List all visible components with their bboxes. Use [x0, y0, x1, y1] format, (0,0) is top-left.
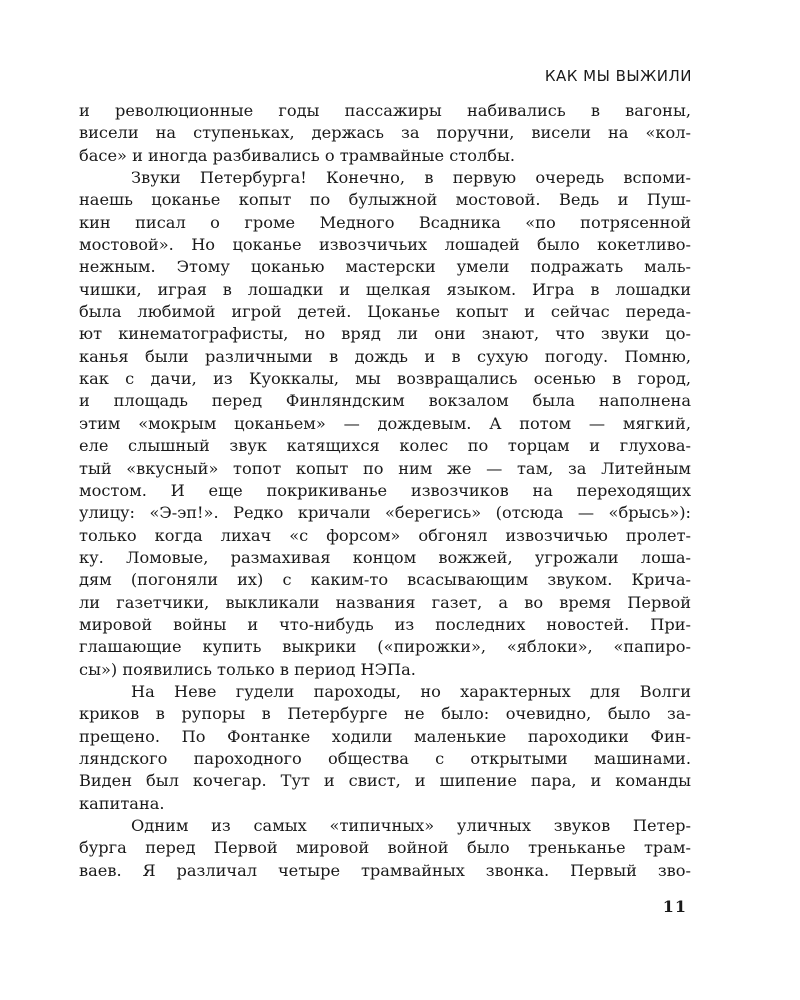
text-line: дям (погоняли их) с каким-то всасывающим звуком. Крича-: [79, 570, 691, 590]
text-line: чишки, играя в лошадки и щелкая языком. Игра в лошадки: [79, 279, 691, 299]
text-line: мостовой». Но цоканье извозчичьих лошадей было кокетливо-: [79, 235, 691, 255]
text-line: была любимой игрой детей. Цоканье копыт и сейчас переда-: [79, 302, 691, 322]
text-line: Виден был кочегар. Тут и свист, и шипение пара, и команды: [79, 771, 691, 791]
text-line: криков в рупоры в Петербурге не было: очевидно, было за-: [79, 704, 691, 724]
text-line: нежным. Этому цоканью мастерски умели подражать маль-: [79, 257, 691, 277]
text-line: и революционные годы пассажиры набивались в вагоны,: [79, 101, 691, 120]
running-head: КАК МЫ ВЫЖИЛИ: [544, 67, 692, 85]
body-text: [79, 100, 691, 882]
text-line: Одним из самых «типичных» уличных звуков Петер-: [131, 816, 691, 835]
text-line: висели на ступеньках, держась за поручни, висели на «кол-: [79, 123, 691, 143]
text-line: ляндского пароходного общества с открытыми машинами.: [79, 748, 691, 768]
text-line: еле слышный звук катящихся колес по торцам и глухова-: [79, 436, 691, 456]
text-line: как с дачи, из Куоккалы, мы возвращались осенью в город,: [79, 369, 691, 389]
text-line: мировой войны и что-нибудь из последних новостей. При-: [79, 614, 691, 634]
text-line: только когда лихач «с форсом» обгонял извозчичью пролет-: [79, 525, 691, 545]
text-line: басе» и иногда разбивались о трамвайные столбы.: [79, 145, 516, 165]
text-line: капитана.: [79, 793, 165, 813]
text-line: наешь цоканье копыт по булыжной мостовой. Ведь и Пуш-: [79, 190, 691, 210]
text-line: канья были различными в дождь и в сухую погоду. Помню,: [79, 346, 691, 366]
text-line: тый «вкусный» топот копыт по ним же — там, за Литейным: [79, 458, 691, 478]
text-line: и площадь перед Финляндским вокзалом была наполнена: [79, 391, 691, 411]
page-number: 11: [662, 897, 687, 916]
text-line: ют кинематографисты, но вряд ли они знают, что звуки цо-: [79, 324, 691, 344]
text-line: глашающие купить выкрики («пирожки», «яблоки», «папиро-: [79, 637, 691, 657]
text-line: ваев. Я различал четыре трамвайных звонка. Первый зво-: [79, 860, 691, 880]
text-line: бурга перед Первой мировой войной было треньканье трам-: [79, 838, 691, 858]
text-line: кин писал о громе Медного Всадника «по потрясенной: [79, 212, 691, 232]
text-line: сы») появились только в период НЭПа.: [79, 659, 416, 679]
text-line: ку. Ломовые, размахивая концом вожжей, угрожали лоша-: [79, 547, 691, 567]
text-line: Звуки Петербурга! Конечно, в первую очередь вспоми-: [131, 168, 691, 188]
text-line: ли газетчики, выкликали названия газет, а во время Первой: [79, 592, 691, 612]
text-line: На Неве гудели пароходы, но характерных для Волги: [131, 681, 691, 701]
text-line: этим «мокрым цоканьем» — дождевым. А потом — мягкий,: [79, 413, 691, 433]
text-line: улицу: «Э-эп!». Редко кричали «берегись» (отсюда — «брысь»):: [79, 503, 691, 523]
text-line: мостом. И еще покрикиванье извозчиков на переходящих: [79, 480, 691, 500]
text-line: прещено. По Фонтанке ходили маленькие пароходики Фин-: [79, 726, 691, 746]
